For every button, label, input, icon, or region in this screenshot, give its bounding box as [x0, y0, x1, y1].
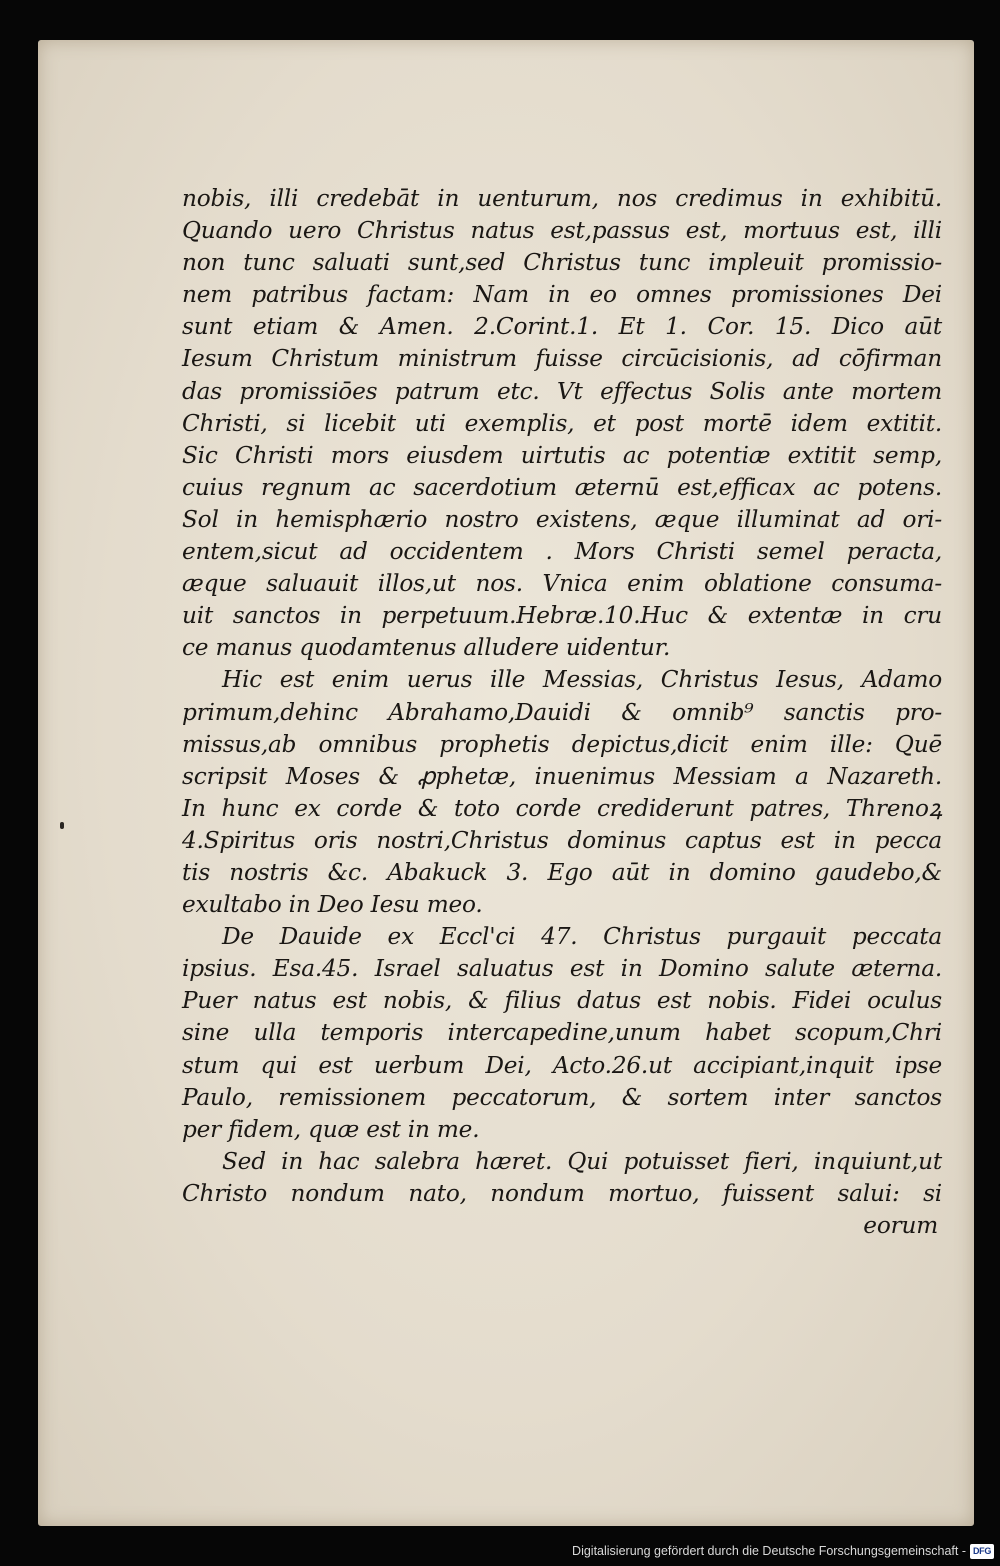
- text-line: In hunc ex corde & toto corde crediderunt patres, Threnoꝝ: [182, 794, 942, 822]
- text-line: nobis, illi credebāt in uenturum, nos credimus in exhibitū.: [182, 185, 942, 212]
- text-line: cuius regnum ac sacerdotium æternū est,efficax ac potens.: [182, 473, 942, 501]
- text-line: sunt etiam & Amen. 2.Corint.1. Et 1. Cor. 15. Dico aūt: [182, 313, 942, 341]
- catchword: eorum: [863, 1212, 938, 1239]
- text-line: non tunc saluati sunt,sed Christus tunc impleuit promissio-: [182, 249, 942, 277]
- text-line: æque saluauit illos,ut nos. Vnica enim oblatione consuma-: [182, 570, 942, 598]
- text-line: Sic Christi mors eiusdem uirtutis ac potentiæ extitit semp,: [182, 441, 942, 469]
- text-line: scripsit Moses & ꝓphetæ, inuenimus Messiam a Nazareth.: [182, 762, 942, 790]
- footer-bar: [0, 1534, 1000, 1566]
- text-line: uit sanctos in perpetuum.Hebræ.10.Huc & extentæ in cru: [182, 602, 942, 630]
- text-line: Christo nondum nato, nondum mortuo, fuissent salui: si: [182, 1179, 942, 1207]
- funding-credit: Digitalisierung gefördert durch die Deutsche Forschungsgemeinschaft -: [572, 1544, 966, 1558]
- text-line: ce manus quodamtenus alludere uidentur.: [182, 634, 671, 662]
- text-line: missus,ab omnibus prophetis depictus,dicit enim ille: Quē: [182, 730, 942, 758]
- text-line: ipsius. Esa.45. Israel saluatus est in Domino salute æterna.: [182, 955, 942, 983]
- text-line: entem,sicut ad occidentem . Mors Christi semel peracta,: [182, 538, 942, 566]
- text-line: Christi, si licebit uti exemplis, et post mortē idem extitit.: [182, 409, 942, 437]
- text-line: stum qui est uerbum Dei, Acto.26.ut accipiant,inquit ipse: [182, 1051, 942, 1079]
- text-line: 4.Spiritus oris nostri,Christus dominus captus est in pecca: [182, 826, 942, 854]
- dfg-logo-icon: DFG: [970, 1544, 994, 1559]
- ink-blot-mark: [60, 822, 64, 829]
- text-line: Sol in hemisphærio nostro existens, æque illuminat ad ori-: [182, 505, 942, 533]
- text-line: Puer natus est nobis, & filius datus est nobis. Fidei oculus: [182, 987, 942, 1015]
- text-line: sine ulla temporis intercapedine,unum habet scopum,Chri: [182, 1019, 942, 1047]
- text-line: De Dauide ex Eccl'ci 47. Christus purgauit peccata: [222, 923, 942, 951]
- text-line: primum,dehinc Abrahamo,Dauidi & omnib⁹ sanctis pro-: [182, 698, 942, 726]
- text-line: Quando uero Christus natus est,passus est, mortuus est, illi: [182, 217, 942, 245]
- text-line: Sed in hac salebra hæret. Qui potuisset fieri, inquiunt,ut: [222, 1147, 942, 1175]
- text-line: Hic est enim uerus ille Messias, Christus Iesus, Adamo: [222, 666, 942, 694]
- text-line: per fidem, quæ est in me.: [182, 1115, 480, 1143]
- text-line: Paulo, remissionem peccatorum, & sortem inter sanctos: [182, 1083, 942, 1111]
- text-line: Iesum Christum ministrum fuisse circūcisionis, ad cōfirman: [182, 345, 942, 373]
- text-line: tis nostris &c. Abakuck 3. Ego aūt in domino gaudebo,&: [182, 858, 942, 886]
- text-line: das promissiōes patrum etc. Vt effectus Solis ante mortem: [182, 377, 942, 405]
- text-line: exultabo in Deo Iesu meo.: [182, 891, 483, 919]
- text-line: nem patribus factam: Nam in eo omnes promissiones Dei: [182, 281, 942, 309]
- page-text-block: [182, 183, 942, 1242]
